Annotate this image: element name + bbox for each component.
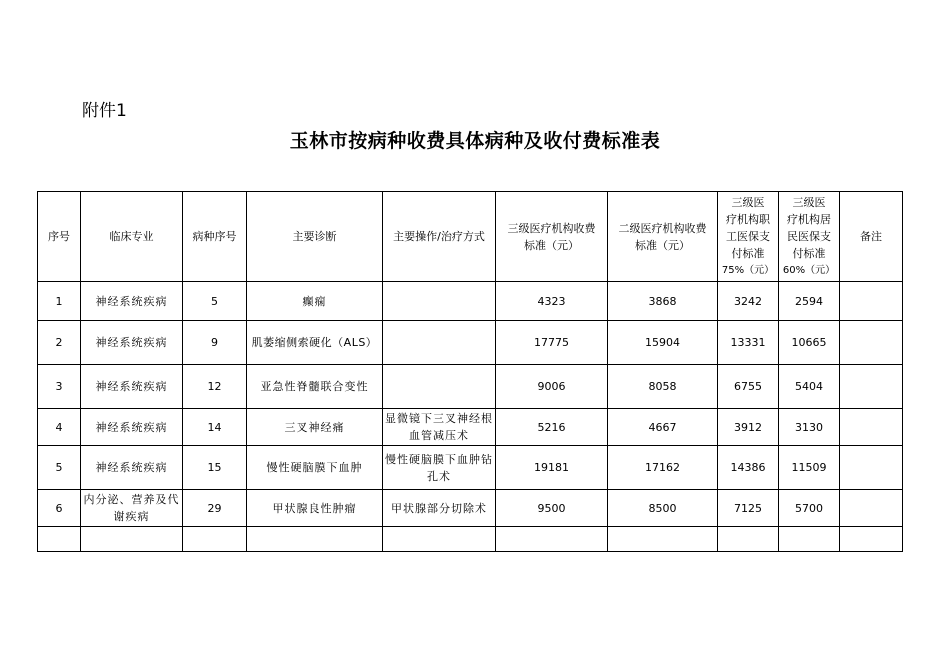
cell-resident-pay: 2594 [779, 282, 840, 321]
cell-disease-no: 9 [183, 321, 247, 365]
cell-tier2-fee: 3868 [608, 282, 718, 321]
cell-employee-pay: 6755 [718, 365, 779, 409]
cell-tier3-fee: 9500 [496, 490, 608, 527]
cell-diagnosis: 癫痫 [247, 282, 383, 321]
cell-operation: 显微镜下三叉神经根血管减压术 [383, 409, 496, 446]
cell-remark [840, 446, 903, 490]
cell-tier3-fee: 4323 [496, 282, 608, 321]
table-row [38, 409, 903, 446]
header-operation: 主要操作/治疗方式 [383, 192, 496, 282]
cell-employee-pay: 3242 [718, 282, 779, 321]
header-tier3-fee: 三级医疗机构收费标准（元） [496, 192, 608, 282]
cell-tier2-fee: 8058 [608, 365, 718, 409]
cell-operation [383, 282, 496, 321]
cell-resident-pay: 11509 [779, 446, 840, 490]
attachment-label: 附件1 [82, 101, 127, 121]
header-employee-line: 三级医 [731, 196, 765, 209]
cell-diagnosis [247, 527, 383, 552]
cell-operation: 慢性硬脑膜下血肿钻孔术 [383, 446, 496, 490]
cell-seq: 5 [38, 446, 81, 490]
cell-specialty [81, 527, 183, 552]
cell-tier2-fee: 15904 [608, 321, 718, 365]
page-title: 玉林市按病种收费具体病种及收付费标准表 [289, 130, 661, 152]
header-resident-line: 疗机构居 [787, 213, 831, 226]
fee-standard-table [37, 191, 903, 552]
cell-employee-pay: 14386 [718, 446, 779, 490]
cell-resident-pay: 5700 [779, 490, 840, 527]
header-resident-line: 付标准 [792, 247, 826, 260]
cell-disease-no: 15 [183, 446, 247, 490]
cell-tier3-fee [496, 527, 608, 552]
cell-tier2-fee: 8500 [608, 490, 718, 527]
cell-resident-pay [779, 527, 840, 552]
cell-tier3-fee: 5216 [496, 409, 608, 446]
header-employee-line: 工医保支 [726, 230, 770, 243]
header-seq: 序号 [38, 192, 81, 282]
cell-specialty: 神经系统疾病 [81, 282, 183, 321]
cell-operation [383, 527, 496, 552]
cell-resident-pay: 10665 [779, 321, 840, 365]
cell-tier3-fee: 9006 [496, 365, 608, 409]
header-resident-line: 民医保支 [787, 230, 831, 243]
cell-remark [840, 321, 903, 365]
header-employee-line: 疗机构职 [726, 213, 770, 226]
header-resident-unit: 60%（元） [782, 265, 836, 276]
cell-employee-pay: 13331 [718, 321, 779, 365]
cell-seq [38, 527, 81, 552]
cell-remark [840, 409, 903, 446]
cell-operation [383, 365, 496, 409]
cell-diagnosis: 慢性硬脑膜下血肿 [247, 446, 383, 490]
table-row [38, 527, 903, 552]
cell-employee-pay: 3912 [718, 409, 779, 446]
cell-diagnosis: 肌萎缩侧索硬化（ALS） [247, 321, 383, 365]
cell-tier2-fee: 17162 [608, 446, 718, 490]
cell-tier2-fee: 4667 [608, 409, 718, 446]
cell-operation [383, 321, 496, 365]
cell-diagnosis: 甲状腺良性肿瘤 [247, 490, 383, 527]
cell-remark [840, 490, 903, 527]
cell-seq: 1 [38, 282, 81, 321]
cell-resident-pay: 5404 [779, 365, 840, 409]
cell-specialty: 神经系统疾病 [81, 365, 183, 409]
cell-disease-no: 14 [183, 409, 247, 446]
header-resident-pay [779, 192, 840, 282]
cell-diagnosis: 亚急性脊髓联合变性 [247, 365, 383, 409]
cell-remark [840, 527, 903, 552]
cell-diagnosis: 三叉神经痛 [247, 409, 383, 446]
cell-tier3-fee: 19181 [496, 446, 608, 490]
cell-employee-pay: 7125 [718, 490, 779, 527]
cell-remark [840, 365, 903, 409]
header-specialty: 临床专业 [81, 192, 183, 282]
cell-specialty: 神经系统疾病 [81, 446, 183, 490]
table-row [38, 446, 903, 490]
table-row [38, 282, 903, 321]
header-row [38, 192, 903, 282]
header-disease-no: 病种序号 [183, 192, 247, 282]
cell-remark [840, 282, 903, 321]
cell-seq: 4 [38, 409, 81, 446]
header-remark: 备注 [840, 192, 903, 282]
header-employee-unit: 75%（元） [721, 265, 775, 276]
cell-resident-pay: 3130 [779, 409, 840, 446]
cell-tier3-fee: 17775 [496, 321, 608, 365]
cell-disease-no: 12 [183, 365, 247, 409]
cell-seq: 3 [38, 365, 81, 409]
table-row [38, 365, 903, 409]
cell-employee-pay [718, 527, 779, 552]
header-employee-line: 付标准 [731, 247, 765, 260]
cell-disease-no: 29 [183, 490, 247, 527]
cell-disease-no: 5 [183, 282, 247, 321]
header-diagnosis: 主要诊断 [247, 192, 383, 282]
cell-seq: 2 [38, 321, 81, 365]
cell-operation: 甲状腺部分切除术 [383, 490, 496, 527]
cell-disease-no [183, 527, 247, 552]
cell-specialty: 神经系统疾病 [81, 321, 183, 365]
table-row [38, 321, 903, 365]
cell-specialty: 神经系统疾病 [81, 409, 183, 446]
cell-seq: 6 [38, 490, 81, 527]
table-row [38, 490, 903, 527]
cell-tier2-fee [608, 527, 718, 552]
cell-specialty: 内分泌、营养及代谢疾病 [81, 490, 183, 527]
header-resident-line: 三级医 [792, 196, 826, 209]
header-employee-pay [718, 192, 779, 282]
header-tier2-fee: 二级医疗机构收费标准（元） [608, 192, 718, 282]
